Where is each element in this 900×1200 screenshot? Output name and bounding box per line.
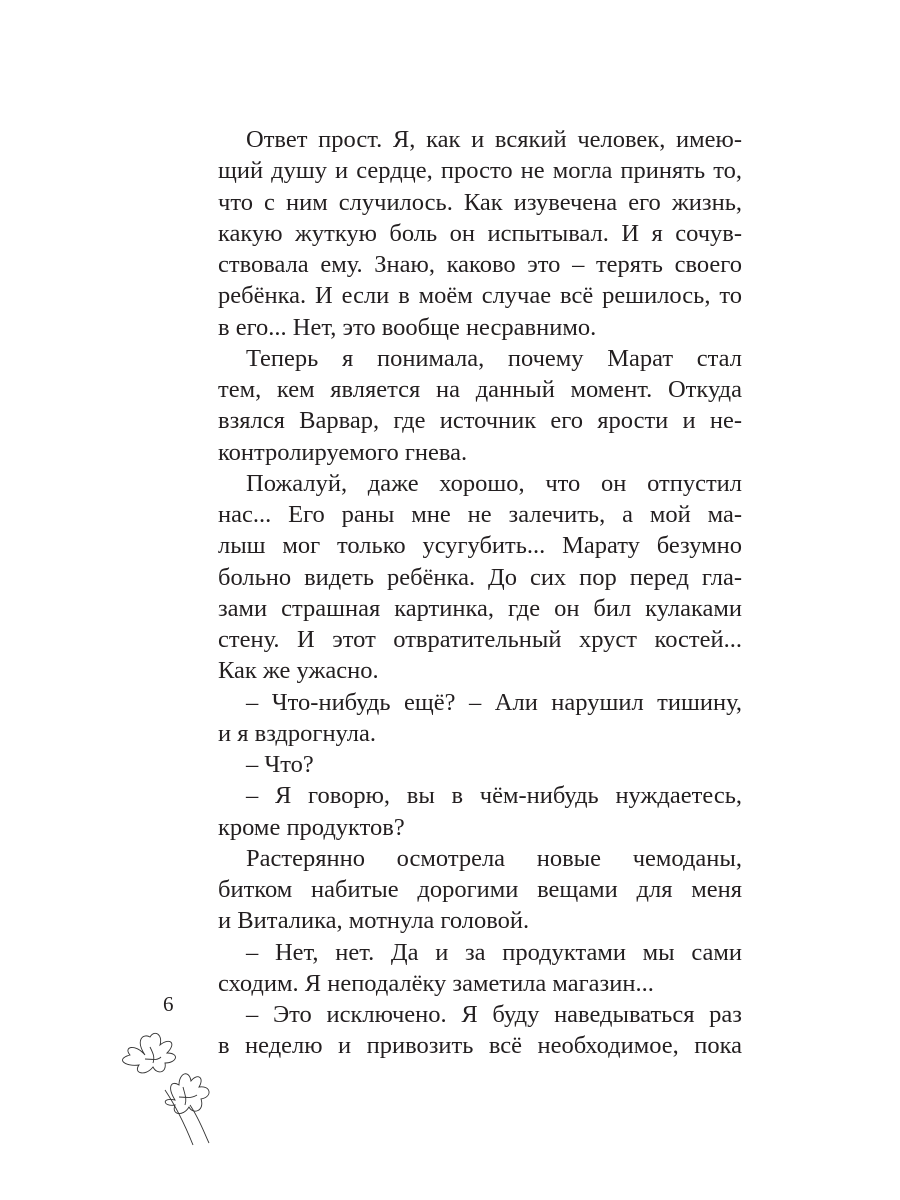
- text-line: Ответ прост. Я, как и всякий человек, имею-: [246, 126, 742, 153]
- text-line: тем, кем является на данный момент. Откуда: [218, 376, 742, 403]
- text-line: ребёнка. И если в моём случае всё решилось, то: [218, 282, 742, 310]
- text-line: сходим. Я неподалёку заметила магазин...: [218, 969, 654, 997]
- text-line: Растерянно осмотрела новые чемоданы,: [246, 844, 742, 872]
- body-text: [218, 124, 742, 1062]
- text-line: больно видеть ребёнка. До сих пор перед гла-: [218, 563, 742, 591]
- text-line: лыш мог только усугубить... Марату безумно: [218, 532, 742, 560]
- text-line: и Виталика, мотнула головой.: [218, 907, 530, 935]
- text-line: взялся Варвар, где источник его ярости и не-: [218, 407, 742, 435]
- text-line: Как же ужасно.: [218, 657, 379, 685]
- text-line: и я вздрогнула.: [218, 719, 376, 747]
- text-line: – Что?: [246, 751, 314, 778]
- text-line: кроме продуктов?: [218, 813, 405, 841]
- text-line: в его... Нет, это вообще несравнимо.: [218, 313, 597, 341]
- text-line: – Нет, нет. Да и за продуктами мы сами: [246, 938, 742, 966]
- text-line: зами страшная картинка, где он бил кулаками: [218, 594, 742, 622]
- text-line: какую жуткую боль он испытывал. И я сочув-: [218, 219, 742, 247]
- text-line: – Это исключено. Я буду наведываться раз: [246, 1001, 742, 1028]
- text-line: Теперь я понимала, почему Марат стал: [246, 344, 742, 372]
- text-line: контролируемого гнева.: [218, 438, 468, 466]
- page-number: 6: [163, 992, 174, 1016]
- text-line: щий душу и сердце, просто не могла принять то,: [218, 157, 742, 185]
- text-line: ствовала ему. Знаю, каково это – терять своего: [218, 251, 742, 278]
- text-line: – Что-нибудь ещё? – Али нарушил тишину,: [246, 688, 742, 716]
- text-line: – Я говорю, вы в чём-нибудь нуждаетесь,: [246, 782, 742, 810]
- text-line: нас... Его раны мне не залечить, а мой ма-: [218, 501, 742, 528]
- text-line: Пожалуй, даже хорошо, что он отпустил: [246, 469, 742, 497]
- text-line: битком набитые дорогими вещами для меня: [218, 876, 742, 903]
- flower-illustration-icon: [105, 1025, 225, 1150]
- text-line: что с ним случилось. Как изувечена его жизнь,: [218, 188, 742, 216]
- text-line: в неделю и привозить всё необходимое, пока: [218, 1032, 742, 1060]
- text-line: стену. И этот отвратительный хруст костей...: [218, 626, 742, 653]
